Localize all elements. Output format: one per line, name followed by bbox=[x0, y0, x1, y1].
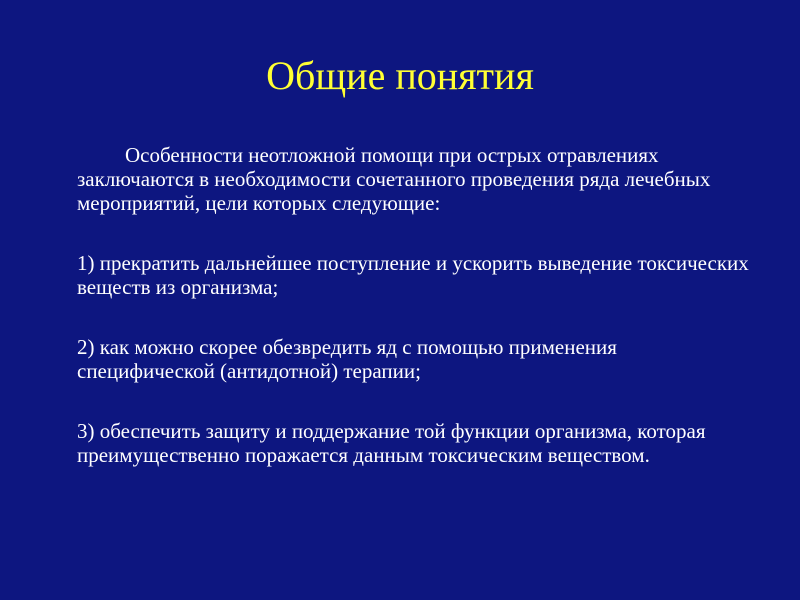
intro-paragraph: Особенности неотложной помощи при острых отравлениях заключаются в необходимости сочетанного проведения ряда лечебных мероприятий, цели которых следующие: bbox=[77, 143, 711, 215]
list-item-2: 2) как можно скорее обезвредить яд с помощью применения специфической (антидотной) терапии; bbox=[77, 335, 617, 383]
list-item-3: 3) обеспечить защиту и поддержание той функции организма, которая преимущественно поражается данным токсическим веществом. bbox=[77, 419, 706, 467]
paragraph-spacer bbox=[77, 383, 757, 419]
slide-title: Общие понятия bbox=[266, 53, 534, 98]
list-item-1: 1) прекратить дальнейшее поступление и ускорить выведение токсических веществ из организма; bbox=[77, 251, 749, 299]
paragraph-spacer bbox=[77, 299, 757, 335]
slide-body bbox=[77, 143, 757, 467]
paragraph-spacer bbox=[77, 215, 757, 251]
